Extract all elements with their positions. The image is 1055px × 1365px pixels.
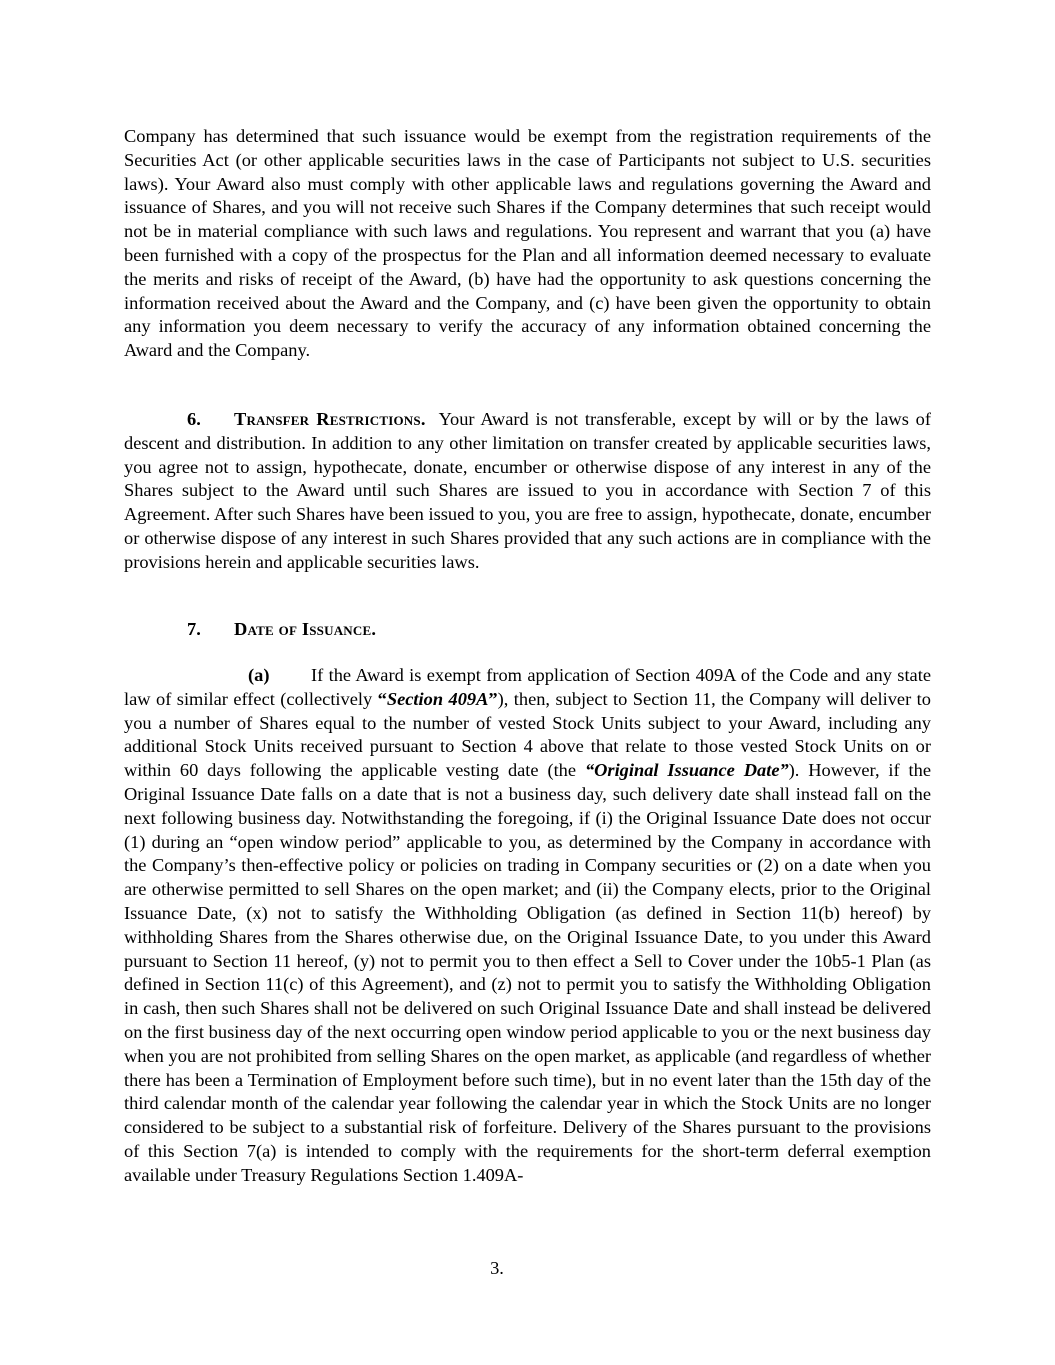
section-7a-text-2: ), then, subject to Section 11, the Company will deliver to you a number of Shares equal to the number of vested Stock Units subject to your Award, including any additional Stock Units received pursuant to Section 4 above that relate to those vested Stock Units on or within 60 days following the applicable vesting date (the (124, 688, 931, 781)
section-7a-paragraph (124, 664, 931, 1188)
section-7-number: 7. (187, 619, 201, 639)
section-409a-term: Section 409A (386, 688, 489, 709)
section-6-text: Your Award is not transferable, except by will or by the laws of descent and distribution. In addition to any other limitation on transfer created by applicable securities laws, you agree not to assign, hypothecate, donate, encumber or otherwise dispose of any interest in any of the Shares subject to the Award until such Shares are issued to you in accordance with Section 7 of this Agreement. After such Shares have been issued to you, you are free to assign, hypothecate, donate, encumber or otherwise dispose of any interest in such Shares provided that any such actions are in compliance with the provisions herein and applicable securities laws. (124, 409, 931, 572)
original-issuance-date-term: “Original Issuance Date” (584, 760, 789, 781)
paragraph-continuation-text: Company has determined that such issuance would be exempt from the registration requirements of the Securities Act (or other applicable securities laws in the case of Participants not subject to U.S. securities laws). Your Award also must comply with other applicable laws and regulations governing the Award and issuance of Shares, and you will not receive such Shares if the Company determines that such receipt would not be in material compliance with such laws and regulations. You represent and warrant that you (a) have been furnished with a copy of the prospectus for the Plan and all information deemed necessary to evaluate the merits and risks of receipt of the Award, (b) have had the opportunity to ask questions concerning the information received about the Award and the Company, and (c) have been given the opportunity to obtain any information you deem necessary to verify the accuracy of any information obtained concerning the Award and the Company. (124, 126, 931, 361)
section-6-paragraph (124, 408, 931, 575)
section-7a-label: (a) (248, 665, 270, 685)
section-409a-quote-open: “ (377, 688, 387, 709)
section-7a-text-1: If the Award is exempt from application of Section 409A of the Code and any state law of similar effect (collectively (124, 665, 931, 709)
page-number: 3. (490, 1258, 504, 1278)
section-6-title: Transfer Restrictions. (234, 409, 426, 429)
section-7a-text-3: ). However, if the Original Issuance Date falls on a date that is not a business day, such delivery date shall instead fall on the next following business day. Notwithstanding the foregoing, if (i) the Original Issuance Date does not occur (1) during an “open window period” applicable to you, as determined by the Company in accordance with the Company’s then-effective policy or policies on trading in Company securities or (2) on a date when you are otherwise permitted to sell Shares on the open market; and (ii) the Company elects, prior to the Original Issuance Date, (x) not to satisfy the Withholding Obligation (as defined in Section 11(b) hereof) by withholding Shares from the Shares otherwise due, on the Original Issuance Date, to you under this Award pursuant to Section 11 hereof, (y) not to permit you to then effect a Sell to Cover under the 10b5-1 Plan (as defined in Section 11(c) of this Agreement), and (z) not to permit you to satisfy the Withholding Obligation in cash, then such Shares shall not be delivered on such Original Issuance Date and shall instead be delivered on the first business day of the next occurring open window period applicable to you or the next business day when you are not prohibited from selling Shares on the open market, as applicable (and regardless of whether there has been a Termination of Employment before such time), but in no event later than the 15th day of the third calendar month of the calendar year following the calendar year in which the Stock Units are no longer considered to be subject to a substantial risk of forfeiture. Delivery of the Shares pursuant to the provisions of this Section 7(a) is intended to comply with the requirements for the short-term deferral exemption available under Treasury Regulations Section 1.409A- (124, 760, 932, 1185)
section-6-number: 6. (187, 409, 201, 429)
paragraph-continuation (124, 125, 931, 363)
section-7-heading (124, 618, 931, 642)
section-409a-quote-close: ” (488, 688, 498, 709)
section-7-title: Date of Issuance. (234, 619, 377, 639)
